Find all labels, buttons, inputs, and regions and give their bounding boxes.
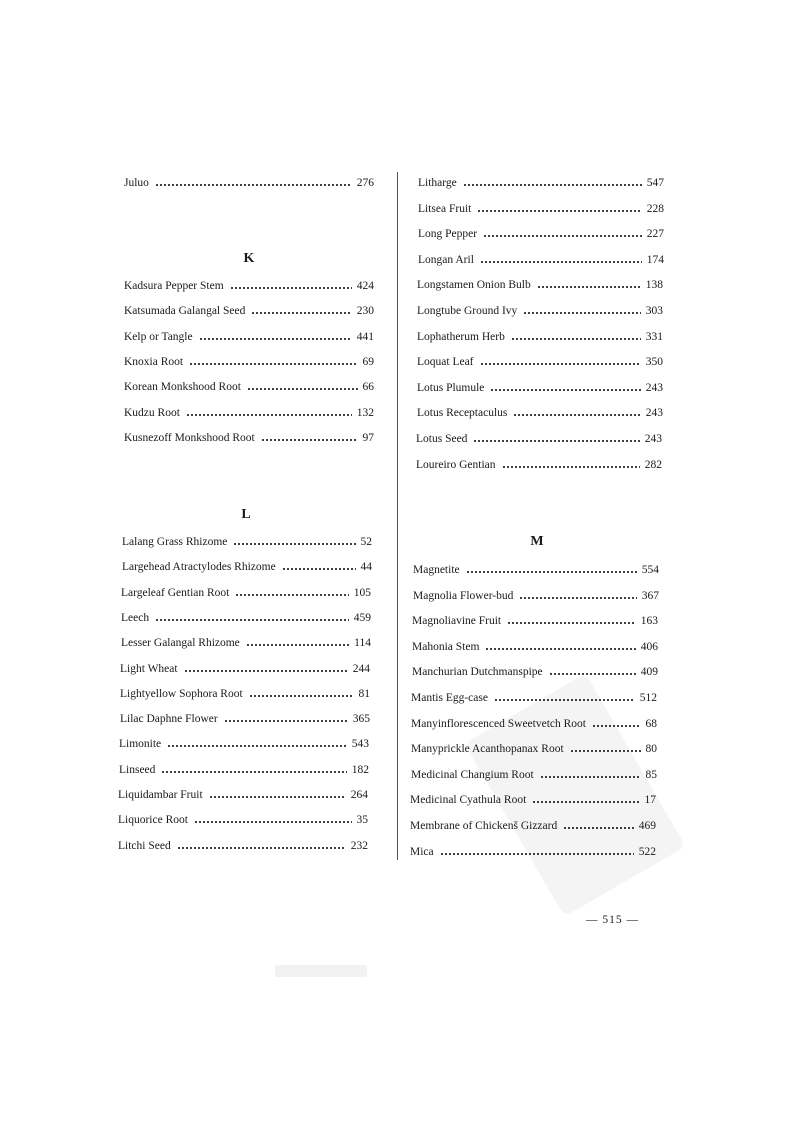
dot-leader bbox=[189, 353, 357, 371]
dot-leader bbox=[490, 379, 640, 397]
entry-name: Kudzu Root bbox=[124, 406, 180, 419]
entry-name: Manyprickle Acanthopanax Root bbox=[411, 743, 564, 756]
entry-page-number: 331 bbox=[645, 330, 663, 343]
entry-name: Lightyellow Sophora Root bbox=[120, 687, 243, 700]
entry-page-number: 132 bbox=[356, 406, 374, 419]
dot-leader bbox=[480, 353, 641, 371]
index-entry-largeleaf-gentian-root bbox=[121, 584, 371, 602]
entry-page-number: 182 bbox=[351, 763, 369, 776]
column-divider bbox=[397, 172, 398, 860]
entry-name: Light Wheat bbox=[120, 662, 178, 675]
index-entry-loureiro-gentian bbox=[416, 456, 662, 474]
entry-page-number: 512 bbox=[639, 692, 657, 704]
index-entry-lesser-galangal-rhizome bbox=[121, 634, 371, 652]
dot-leader bbox=[519, 587, 636, 605]
dot-leader bbox=[592, 715, 641, 733]
entry-name: Long Pepper bbox=[418, 228, 478, 241]
dot-leader bbox=[523, 302, 640, 320]
entry-page-number: 303 bbox=[645, 305, 663, 317]
index-entry-light-wheat bbox=[120, 660, 370, 678]
dot-leader bbox=[199, 328, 352, 346]
dot-leader bbox=[563, 817, 634, 835]
index-entry-lilac-daphne-flower bbox=[120, 710, 370, 728]
entry-name: Linseed bbox=[119, 763, 156, 776]
entry-name: Longstamen Onion Bulb bbox=[417, 279, 531, 292]
entry-name: Magnolia Flower-bud bbox=[413, 589, 514, 602]
entry-page-number: 174 bbox=[646, 253, 664, 266]
entry-name: Lotus Receptaculus bbox=[417, 407, 508, 420]
entry-name: Lilac Daphne Flower bbox=[120, 713, 218, 726]
entry-page-number: 228 bbox=[646, 202, 664, 215]
entry-page-number: 105 bbox=[353, 586, 371, 599]
entry-name: Lotus Seed bbox=[416, 433, 468, 445]
index-entry-manyprickle-acanthopanax-root bbox=[411, 740, 657, 758]
index-entry-kelp-or-tangle bbox=[124, 328, 374, 346]
entry-name: Medicinal Cyathula Root bbox=[410, 794, 527, 807]
entry-page-number: 69 bbox=[362, 355, 374, 368]
index-entry-kadsura-pepper-stem bbox=[124, 277, 374, 295]
index-entry-manyinflorescenced-sweetvetch-root bbox=[411, 715, 657, 733]
dot-leader bbox=[230, 277, 352, 295]
entry-name: Longtube Ground Ivy bbox=[417, 305, 518, 317]
dot-leader bbox=[251, 302, 351, 320]
dot-leader bbox=[186, 404, 352, 422]
dot-leader bbox=[224, 710, 348, 728]
entry-page-number: 85 bbox=[645, 768, 657, 781]
index-entry-knoxia-root bbox=[124, 353, 374, 371]
left-column bbox=[0, 0, 396, 1132]
dot-leader bbox=[209, 786, 346, 804]
entry-page-number: 367 bbox=[641, 589, 659, 602]
index-entry-mantis-egg-case bbox=[411, 689, 657, 707]
dot-leader bbox=[540, 766, 641, 784]
dot-leader bbox=[194, 811, 352, 829]
entry-page-number: 424 bbox=[356, 280, 374, 292]
dot-leader bbox=[485, 638, 635, 656]
index-entry-lophatherum-herb bbox=[417, 328, 663, 346]
dot-leader bbox=[483, 225, 642, 243]
dot-leader bbox=[532, 791, 639, 809]
section-letter-heading: L bbox=[241, 507, 251, 522]
index-entry-limonite bbox=[119, 735, 369, 753]
page-number: — 515 — bbox=[586, 914, 639, 926]
entry-page-number: 68 bbox=[645, 717, 657, 730]
entry-name: Liquorice Root bbox=[118, 814, 188, 827]
entry-page-number: 469 bbox=[638, 820, 656, 832]
entry-name: Litchi Seed bbox=[118, 839, 171, 852]
entry-name: Magnoliavine Fruit bbox=[412, 615, 502, 628]
entry-page-number: 17 bbox=[644, 794, 656, 807]
index-entry-mahonia-stem bbox=[412, 638, 658, 656]
entry-page-number: 35 bbox=[356, 814, 368, 827]
entry-page-number: 97 bbox=[362, 431, 374, 444]
index-entry-litsea-fruit bbox=[418, 200, 664, 218]
entry-page-number: 232 bbox=[350, 839, 368, 852]
index-entry-litharge bbox=[418, 174, 664, 192]
entry-name: Mica bbox=[410, 845, 434, 858]
dot-leader bbox=[440, 843, 634, 861]
dot-leader bbox=[233, 533, 355, 551]
entry-name: Katsumada Galangal Seed bbox=[124, 305, 246, 318]
entry-name: Membrane of Chickenš Gizzard bbox=[410, 820, 558, 832]
index-entry-largehead-atractylodes-rhizome bbox=[122, 558, 372, 576]
index-entry-kudzu-root bbox=[124, 404, 374, 422]
index-entry-lotus-receptaculus bbox=[417, 404, 663, 422]
entry-name: Juluo bbox=[124, 177, 149, 189]
entry-page-number: 365 bbox=[352, 713, 370, 726]
entry-name: Lesser Galangal Rhizome bbox=[121, 637, 240, 650]
entry-name: Manyinflorescenced Sweetvetch Root bbox=[411, 717, 586, 730]
dot-leader bbox=[502, 456, 640, 474]
entry-page-number: 80 bbox=[645, 743, 657, 756]
index-entry-magnolia-flower-bud bbox=[413, 587, 659, 605]
dot-leader bbox=[235, 584, 348, 602]
index-entry-lotus-plumule bbox=[417, 379, 663, 397]
entry-name: Largeleaf Gentian Root bbox=[121, 586, 230, 599]
entry-name: Knoxia Root bbox=[124, 355, 184, 368]
entry-page-number: 350 bbox=[645, 356, 663, 369]
entry-name: Loureiro Gentian bbox=[416, 458, 496, 471]
entry-page-number: 52 bbox=[360, 536, 372, 548]
entry-name: Limonite bbox=[119, 738, 162, 751]
index-entry-juluo bbox=[124, 174, 374, 192]
entry-page-number: 114 bbox=[354, 637, 371, 650]
dot-leader bbox=[507, 612, 636, 630]
entry-page-number: 522 bbox=[638, 845, 656, 858]
dot-leader bbox=[511, 328, 641, 346]
index-entry-liquidambar-fruit bbox=[118, 786, 368, 804]
entry-page-number: 554 bbox=[641, 564, 659, 576]
entry-page-number: 243 bbox=[645, 407, 663, 420]
index-entry-medicinal-changium-root bbox=[411, 766, 657, 784]
dot-leader bbox=[161, 761, 346, 779]
dot-leader bbox=[155, 174, 352, 192]
index-entry-magnoliavine-fruit bbox=[412, 612, 658, 630]
entry-page-number: 543 bbox=[351, 738, 369, 751]
entry-name: Magnetite bbox=[413, 564, 460, 576]
entry-page-number: 282 bbox=[644, 458, 662, 471]
entry-page-number: 406 bbox=[640, 640, 658, 653]
index-entry-lalang-grass-rhizome bbox=[122, 533, 372, 551]
entry-name: Mantis Egg-case bbox=[411, 692, 488, 704]
entry-page-number: 547 bbox=[646, 177, 664, 189]
entry-page-number: 163 bbox=[640, 615, 658, 628]
section-letter-heading: M bbox=[530, 534, 544, 549]
index-entry-lotus-seed bbox=[416, 430, 662, 448]
entry-page-number: 227 bbox=[646, 228, 664, 241]
index-entry-katsumada-galangal-seed bbox=[124, 302, 374, 320]
entry-name: Kusnezoff Monkshood Root bbox=[124, 431, 255, 444]
entry-name: Lophatherum Herb bbox=[417, 330, 505, 343]
dot-leader bbox=[249, 685, 354, 703]
index-entry-korean-monkshood-root bbox=[124, 378, 374, 396]
entry-name: Lalang Grass Rhizome bbox=[122, 536, 228, 548]
dot-leader bbox=[480, 251, 642, 269]
dot-leader bbox=[549, 663, 636, 681]
entry-name: Litsea Fruit bbox=[418, 202, 472, 215]
entry-name: Medicinal Changium Root bbox=[411, 768, 534, 781]
entry-page-number: 264 bbox=[350, 789, 368, 801]
entry-page-number: 276 bbox=[356, 177, 374, 189]
dot-leader bbox=[570, 740, 641, 758]
entry-name: Leech bbox=[121, 611, 150, 624]
index-entry-long-pepper bbox=[418, 225, 664, 243]
index-entry-magnetite bbox=[413, 561, 659, 579]
entry-name: Largehead Atractylodes Rhizome bbox=[122, 561, 276, 574]
dot-leader bbox=[282, 558, 356, 576]
entry-name: Longan Aril bbox=[418, 253, 474, 266]
index-entry-loquat-leaf bbox=[417, 353, 663, 371]
entry-name: Mahonia Stem bbox=[412, 640, 480, 653]
index-entry-manchurian-dutchmanspipe bbox=[412, 663, 658, 681]
section-letter-heading: K bbox=[243, 251, 255, 266]
index-entry-kusnezoff-monkshood-root bbox=[124, 429, 374, 447]
entry-page-number: 243 bbox=[645, 381, 663, 394]
index-entry-litchi-seed bbox=[118, 837, 368, 855]
entry-name: Liquidambar Fruit bbox=[118, 789, 203, 801]
entry-name: Lotus Plumule bbox=[417, 381, 485, 394]
index-entry-membrane-of-chicken-gizzard bbox=[410, 817, 656, 835]
dot-leader bbox=[247, 378, 358, 396]
dot-leader bbox=[477, 200, 641, 218]
dot-leader bbox=[513, 404, 640, 422]
entry-page-number: 138 bbox=[645, 279, 663, 292]
index-entry-leech bbox=[121, 609, 371, 627]
entry-page-number: 244 bbox=[352, 662, 370, 675]
index-entry-lightyellow-sophora-root bbox=[120, 685, 370, 703]
entry-name: Loquat Leaf bbox=[417, 356, 474, 369]
entry-name: Korean Monkshood Root bbox=[124, 381, 241, 394]
dot-leader bbox=[261, 429, 358, 447]
dot-leader bbox=[246, 634, 349, 652]
dot-leader bbox=[473, 430, 639, 448]
index-entry-longtube-ground-ivy bbox=[417, 302, 663, 320]
dot-leader bbox=[155, 609, 349, 627]
entry-page-number: 243 bbox=[644, 433, 662, 445]
index-entry-longan-aril bbox=[418, 251, 664, 269]
entry-name: Manchurian Dutchmanspipe bbox=[412, 666, 543, 679]
entry-page-number: 230 bbox=[356, 305, 374, 318]
dot-leader bbox=[167, 735, 347, 753]
index-entry-medicinal-cyathula-root bbox=[410, 791, 656, 809]
dot-leader bbox=[537, 276, 641, 294]
index-entry-longstamen-onion-bulb bbox=[417, 276, 663, 294]
entry-page-number: 44 bbox=[360, 561, 372, 574]
entry-name: Litharge bbox=[418, 177, 457, 189]
dot-leader bbox=[466, 561, 637, 579]
entry-page-number: 409 bbox=[640, 666, 658, 679]
index-entry-liquorice-root bbox=[118, 811, 368, 829]
entry-page-number: 81 bbox=[358, 687, 370, 700]
entry-page-number: 459 bbox=[353, 611, 371, 624]
index-entry-linseed bbox=[119, 761, 369, 779]
entry-page-number: 441 bbox=[356, 330, 374, 343]
dot-leader bbox=[177, 837, 346, 855]
dot-leader bbox=[463, 174, 642, 192]
entry-name: Kadsura Pepper Stem bbox=[124, 280, 224, 292]
dot-leader bbox=[184, 660, 348, 678]
right-column bbox=[400, 0, 800, 1132]
dot-leader bbox=[494, 689, 635, 707]
index-entry-mica bbox=[410, 843, 656, 861]
entry-page-number: 66 bbox=[362, 381, 374, 394]
entry-name: Kelp or Tangle bbox=[124, 330, 193, 343]
